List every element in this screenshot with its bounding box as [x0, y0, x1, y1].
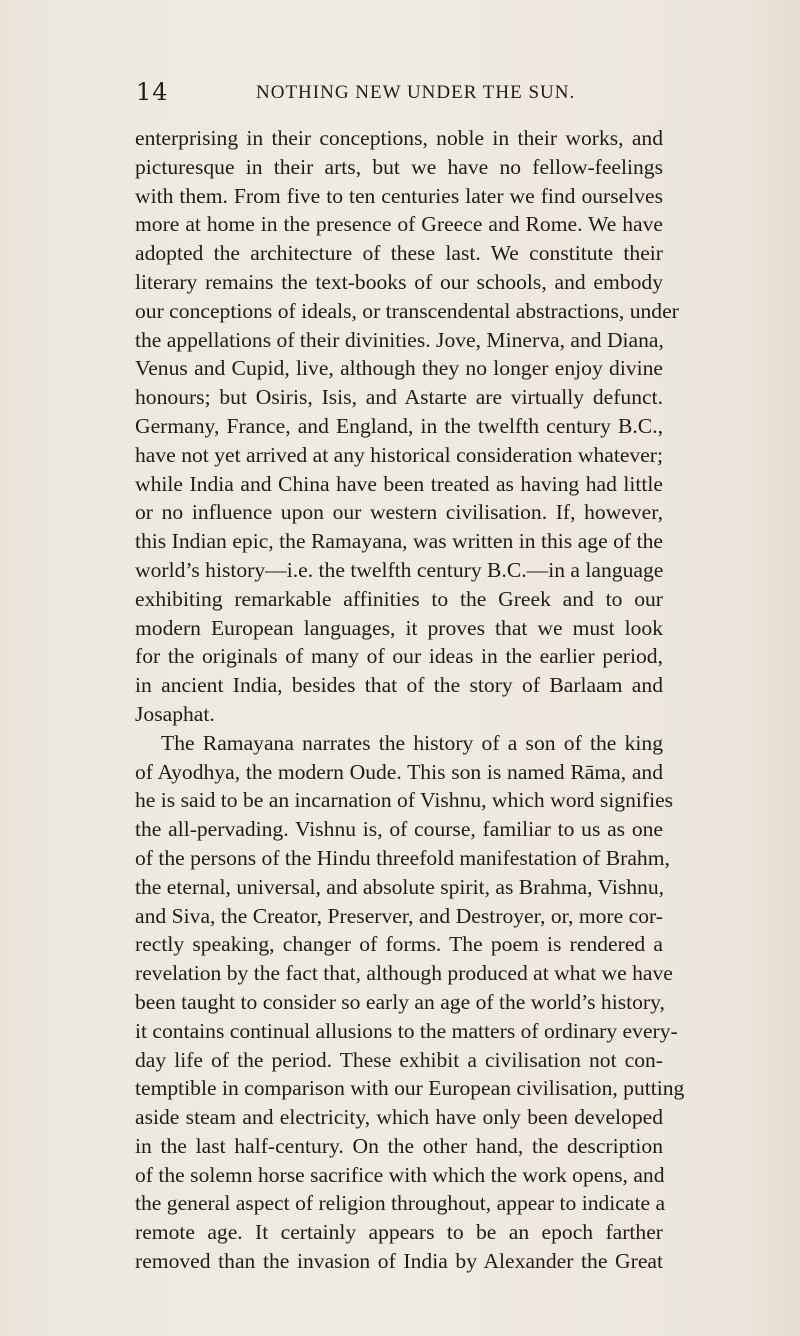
text-line: day life of the period. These exhibit a civilisation not con-	[135, 1047, 663, 1072]
running-head: NOTHING NEW UNDER THE SUN.	[256, 82, 576, 103]
text-line: Germany, France, and England, in the twelfth century B.C.,	[135, 413, 663, 438]
text-line: he is said to be an incarnation of Vishnu, which word signifies	[135, 788, 674, 813]
text-line: exhibiting remarkable affinities to the Greek and to our	[135, 586, 663, 611]
text-line: or no influence upon our western civilisation. If, however,	[135, 500, 663, 525]
text-line: more at home in the presence of Greece and Rome. We have	[135, 212, 663, 237]
text-line: it contains continual allusions to the matters of ordinary every-	[135, 1018, 678, 1043]
text-line: and Siva, the Creator, Preserver, and Destroyer, or, more cor-	[135, 903, 663, 928]
text-line: aside steam and electricity, which have only been developed	[135, 1105, 663, 1130]
text-line: been taught to consider so early an age of the world’s history,	[135, 989, 665, 1014]
text-line: removed than the invasion of India by Alexander the Great	[135, 1249, 663, 1274]
text-line: rectly speaking, changer of forms. The poem is rendered a	[135, 932, 663, 957]
text-line: remote age. It certainly appears to be an epoch farther	[135, 1220, 663, 1245]
text-line: picturesque in their arts, but we have no fellow-feelings	[135, 154, 663, 179]
text-line: for the originals of many of our ideas in the earlier period,	[135, 644, 663, 669]
body-text	[135, 124, 685, 1276]
text-line: the all-pervading. Vishnu is, of course, familiar to us as one	[135, 817, 663, 842]
text-line: of Ayodhya, the modern Oude. This son is named Rāma, and	[135, 759, 663, 784]
text-line: temptible in comparison with our European civilisation, putting	[135, 1076, 685, 1101]
paragraph-end-line: Josaphat.	[135, 701, 215, 726]
text-line: of the persons of the Hindu threefold manifestation of Brahm,	[135, 845, 670, 870]
text-line: adopted the architecture of these last. We constitute their	[135, 241, 663, 266]
text-line: in the last half-century. On the other hand, the description	[135, 1133, 663, 1158]
text-line: have not yet arrived at any historical consideration whatever;	[135, 442, 663, 467]
text-line: while India and China have been treated as having had little	[135, 471, 663, 496]
text-line: enterprising in their conceptions, noble in their works, and	[135, 126, 663, 150]
text-line: modern European languages, it proves that we must look	[135, 615, 663, 640]
text-line: of the solemn horse sacrifice with which the work opens, and	[135, 1162, 665, 1187]
text-line: with them. From five to ten centuries later we find ourselves	[135, 183, 663, 208]
text-line: revelation by the fact that, although produced at what we have	[135, 961, 673, 986]
text-line: our conceptions of ideals, or transcendental abstractions, under	[135, 298, 679, 323]
text-line: the appellations of their divinities. Jove, Minerva, and Diana,	[135, 327, 664, 352]
page-header	[0, 78, 800, 118]
text-line: the eternal, universal, and absolute spirit, as Brahma, Vishnu,	[135, 874, 665, 899]
text-line: world’s history—i.e. the twelfth century B.C.—in a language	[135, 557, 664, 582]
text-line: literary remains the text-books of our schools, and embody	[135, 269, 663, 294]
text-line: in ancient India, besides that of the story of Barlaam and	[135, 673, 663, 698]
text-line: this Indian epic, the Ramayana, was written in this age of the	[135, 529, 663, 554]
text-line: honours; but Osiris, Isis, and Astarte are virtually defunct.	[135, 385, 663, 410]
text-line: the general aspect of religion throughout, appear to indicate a	[135, 1191, 666, 1216]
paragraph-start-line: The Ramayana narrates the history of a son of the king	[161, 730, 663, 755]
text-line: Venus and Cupid, live, although they no longer enjoy divine	[135, 356, 663, 381]
page-number: 14	[136, 78, 169, 106]
